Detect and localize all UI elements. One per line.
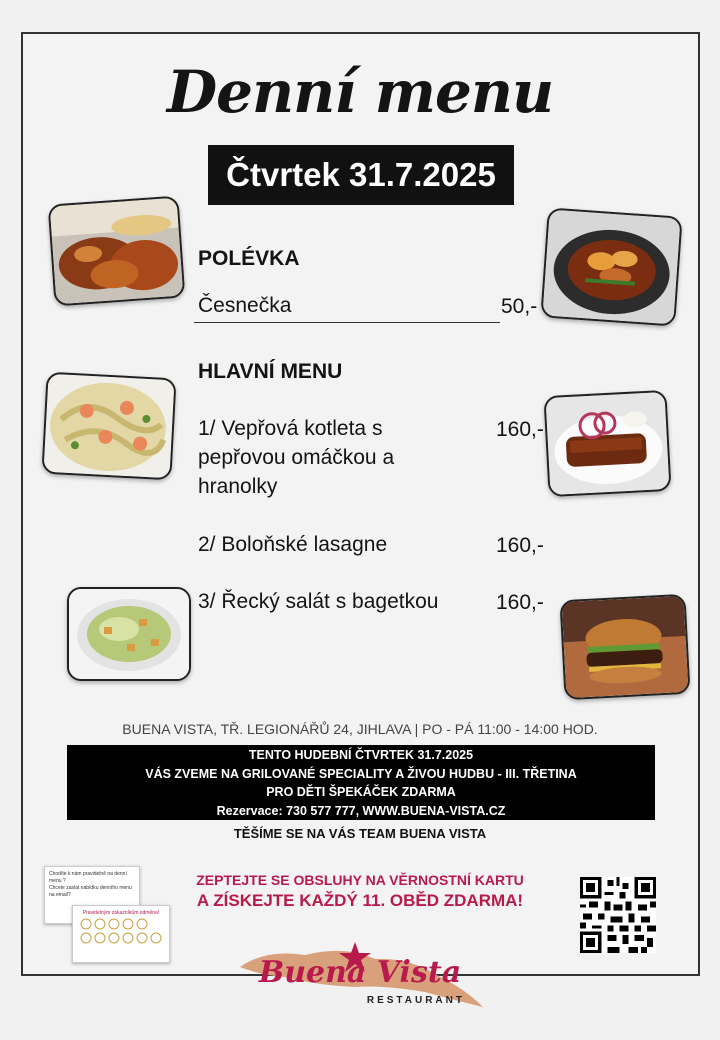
photo-ribs <box>543 390 671 497</box>
menu-item-1-line-1: 1/ Vepřová kotleta s <box>198 417 383 440</box>
photo-shrimp-pasta <box>41 372 176 481</box>
loyalty-card-text-2: Chcete zaslat nabídku denního menu na email? <box>49 885 132 898</box>
soup-item-name: Česnečka <box>198 294 292 317</box>
logo-name: Buena Vista <box>258 955 462 990</box>
event-line-1: TENTO HUDEBNÍ ČTVRTEK 31.7.2025 <box>248 748 474 762</box>
main-menu-heading: HLAVNÍ MENU <box>198 360 343 383</box>
event-line-3: PRO DĚTI ŠPEKÁČEK ZDARMA <box>266 785 456 799</box>
loyalty-card-front <box>72 905 170 963</box>
soup-heading: POLÉVKA <box>198 247 300 270</box>
event-banner <box>67 745 655 820</box>
date-banner: Čtvrtek 31.7.2025 <box>208 145 514 205</box>
soup-underline <box>194 322 500 323</box>
menu-item-3: 3/ Řecký salát s bagetkou <box>198 590 439 613</box>
buena-vista-logo <box>235 937 485 1017</box>
photo-burger <box>559 594 690 700</box>
event-line-4: Rezervace: 730 577 777, WWW.BUENA-VISTA.CZ <box>216 803 506 818</box>
menu-item-3-price: 160,- <box>496 591 544 614</box>
thanks-text: TĚŠÍME SE NA VÁS TEAM BUENA VISTA <box>233 826 487 841</box>
event-line-2: VÁS ZVEME NA GRILOVANÉ SPECIALITY A ŽIVOU HUDBU - III. TŘETINA <box>145 766 577 781</box>
photo-grilled-chicken <box>48 196 186 307</box>
menu-item-1-line-3: hranolky <box>198 475 278 498</box>
menu-item-1 <box>198 414 394 501</box>
soup-item-price: 50,- <box>501 295 538 318</box>
logo-tagline: RESTAURANT <box>366 995 465 1006</box>
address-hours: BUENA VISTA, TŘ. LEGIONÁŘŮ 24, JIHLAVA | PO - PÁ 11:00 - 14:00 HOD. <box>122 721 598 737</box>
page-title: Denní menu <box>166 58 554 126</box>
menu-item-1-line-2: pepřovou omáčkou a <box>198 446 395 469</box>
qr-code-icon[interactable] <box>580 877 656 953</box>
photo-meat-vegetables <box>540 207 682 326</box>
loyalty-line-2: A ZÍSKEJTE KAŽDÝ 11. OBĚD ZDARMA! <box>196 891 524 910</box>
menu-item-2: 2/ Boloňské lasagne <box>198 533 388 556</box>
loyalty-stamps <box>76 916 166 946</box>
menu-item-1-price: 160,- <box>496 418 544 441</box>
menu-item-2-price: 160,- <box>496 534 544 557</box>
photo-caesar-salad <box>67 587 191 681</box>
loyalty-line-1: ZEPTEJTE SE OBSLUHY NA VĚRNOSTNÍ KARTU <box>196 872 524 888</box>
loyalty-card-text-3: Pravidelným zákazníkům odměna! <box>82 910 160 916</box>
loyalty-card-text-1: Chodíte k nám pravidelně na denní menu ? <box>49 871 127 884</box>
